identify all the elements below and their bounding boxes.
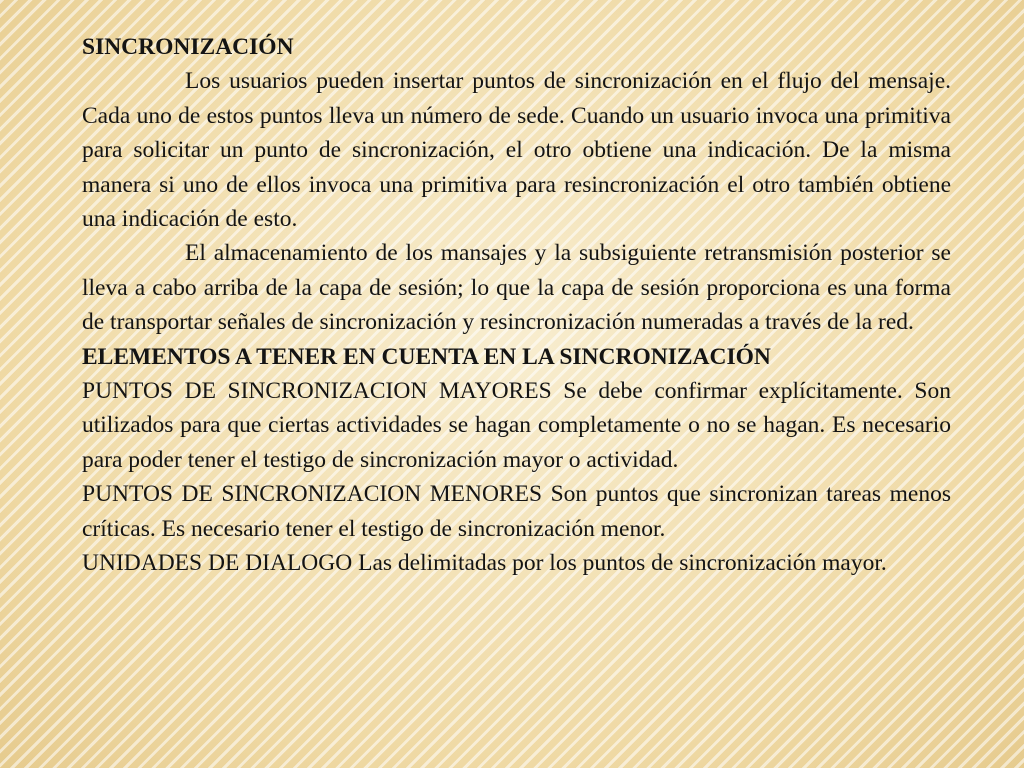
item-minor-sync-points: PUNTOS DE SINCRONIZACION MENORES Son puntos que sincronizan tareas menos críticas. Es necesario tener el testigo de sincronización menor.: [82, 481, 951, 542]
paragraph-message-storage: El almacenamiento de los mansajes y la subsiguiente retransmisión posterior se lleva a cabo arriba de la capa de sesión; lo que la capa de sesión proporciona es una forma de transportar señales de sincronización y resincronización numeradas a través de la red.: [82, 240, 951, 336]
section-subheading: ELEMENTOS A TENER EN CUENTA EN LA SINCRONIZACIÓN: [82, 343, 771, 370]
paragraph-sync-points: Los usuarios pueden insertar puntos de sincronización en el flujo del mensaje. Cada uno de estos puntos lleva un número de sede. Cuando un usuario invoca una primitiva para solicitar un punto de sincronización, el otro obtiene una indicación. De la misma manera si uno de ellos invoca una primitiva para resincronización el otro también obtiene una indicación de esto.: [82, 68, 951, 233]
slide-content: [82, 30, 951, 581]
item-major-sync-points: PUNTOS DE SINCRONIZACION MAYORES Se debe confirmar explícitamente. Son utilizados para que ciertas actividades se hagan completamente o no se hagan. Es necesario para poder tener el testigo de sincronización mayor o actividad.: [82, 378, 951, 473]
slide-title: SINCRONIZACIÓN: [82, 34, 294, 60]
item-dialog-units: UNIDADES DE DIALOGO Las delimitadas por los puntos de sincronización mayor.: [82, 550, 887, 577]
